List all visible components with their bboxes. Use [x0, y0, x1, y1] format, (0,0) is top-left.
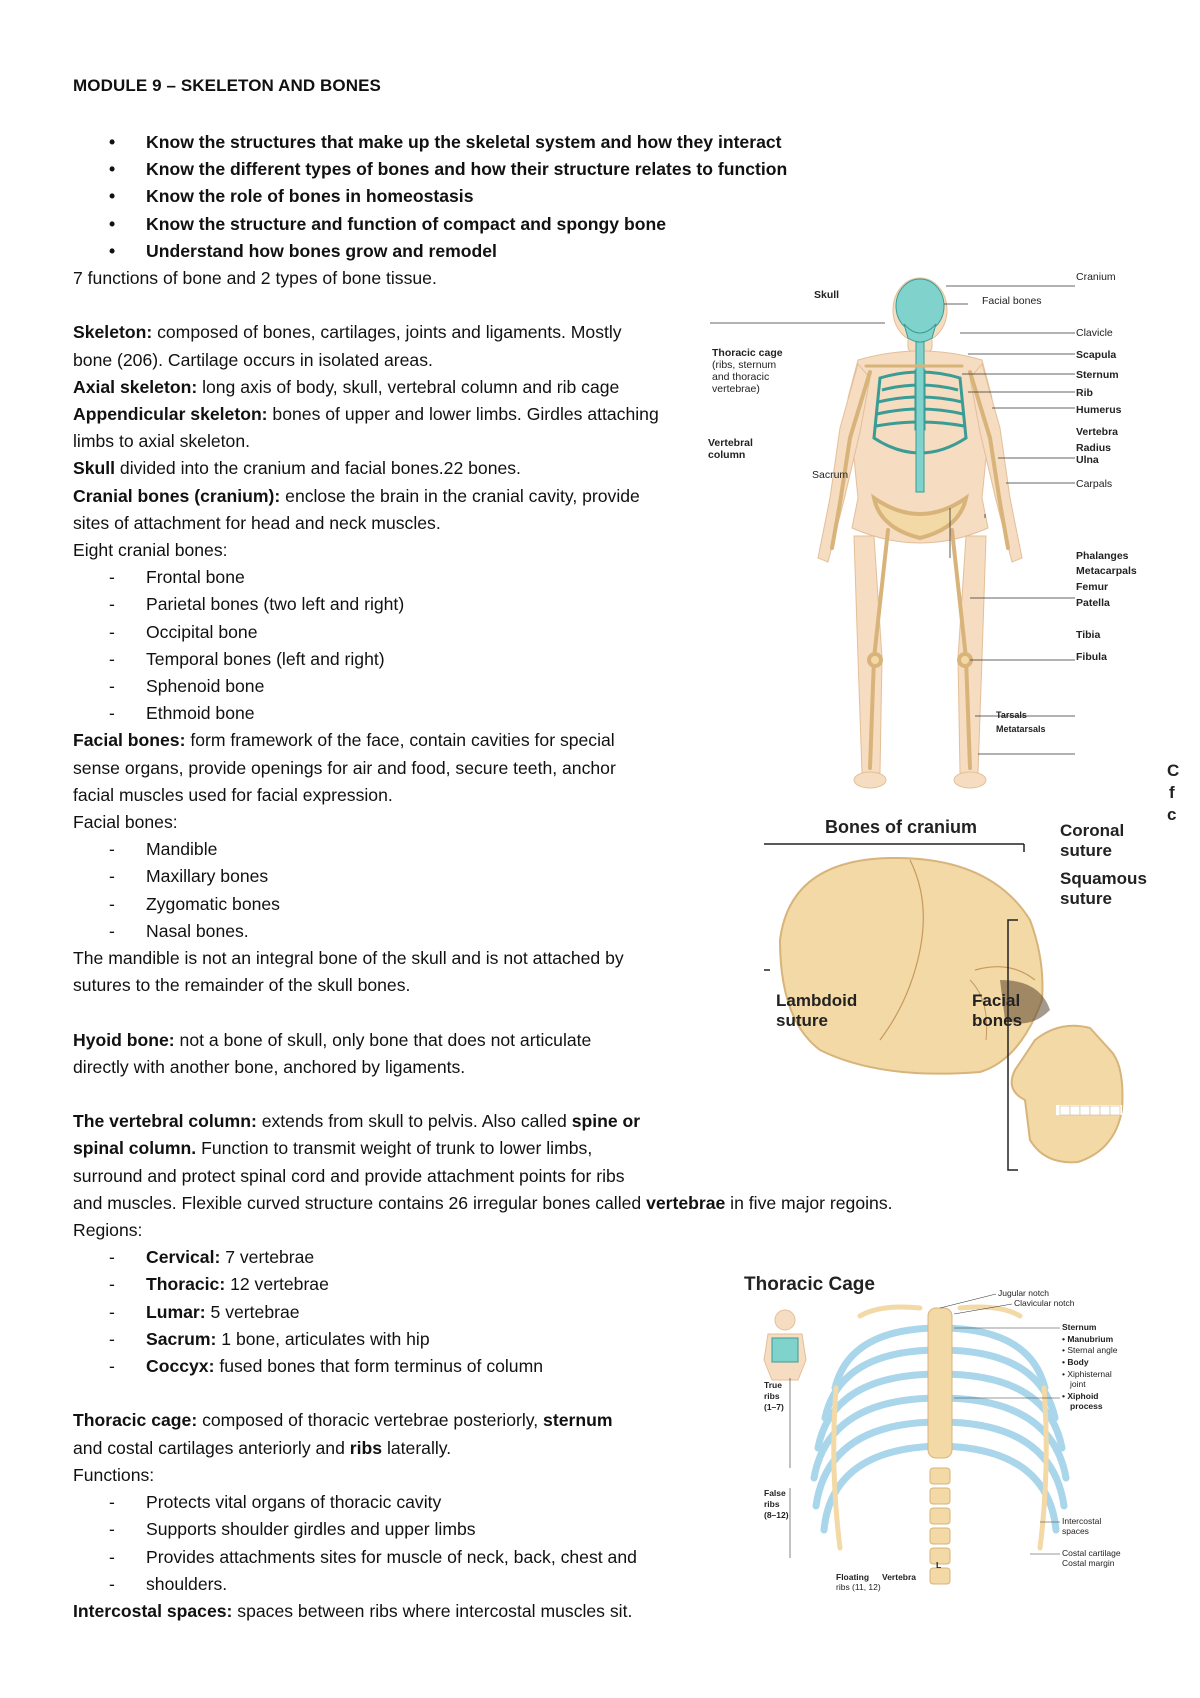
label-scapula: Scapula — [1076, 349, 1117, 361]
list-item: - Sacrum: 1 bone, articulates with hip — [73, 1326, 773, 1353]
label-vertebra: Vertebra — [882, 1572, 917, 1582]
label-lambdoid: Lambdoid — [776, 991, 858, 1010]
term: Skeleton: — [73, 322, 153, 343]
label-vertebral-column: column — [708, 449, 746, 461]
thoracic-definition: Thoracic cage: composed of thoracic vertebrae posteriorly, sternum — [73, 1410, 613, 1431]
page-title: MODULE 9 – SKELETON AND BONES — [73, 76, 381, 95]
facial-definition-cont: facial muscles used for facial expression. — [73, 784, 393, 805]
intercostal-definition: Intercostal spaces: spaces between ribs where intercostal muscles sit. — [73, 1600, 633, 1621]
facial-bones-drawing — [1012, 1026, 1123, 1163]
facial-heading: Facial bones: — [73, 812, 178, 833]
label-radius: Radius — [1076, 442, 1112, 454]
thoracic-title: Thoracic Cage — [744, 1274, 875, 1295]
label-sternal-angle: • Sternal angle — [1062, 1345, 1118, 1355]
term: Hyoid bone: — [73, 1029, 175, 1050]
label-false-ribs: (8–12) — [764, 1510, 789, 1520]
label-patella: Patella — [1076, 597, 1110, 609]
list-item: - Cervical: 7 vertebrae — [73, 1244, 773, 1271]
label-floating-ribs: Floating — [836, 1572, 870, 1582]
label-l1: L — [936, 1560, 942, 1570]
list-item: - Ethmoid bone — [73, 700, 773, 727]
label-vertebral-column: Vertebral — [708, 437, 753, 449]
term: Axial skeleton: — [73, 376, 198, 397]
list-item-cont: - shoulders. — [73, 1571, 773, 1598]
label-facial: bones — [972, 1011, 1023, 1030]
label-true-ribs: (1–7) — [764, 1402, 784, 1412]
label-thoracic-cage: Thoracic cage — [712, 347, 783, 359]
mandible-note-cont: sutures to the remainder of the skull bones. — [73, 975, 411, 996]
facial-definition-cont: sense organs, provide openings for air and food, secure teeth, anchor — [73, 757, 616, 778]
list-item: - Occipital bone — [73, 619, 773, 646]
label-process: process — [1070, 1401, 1103, 1411]
thoracic-leader-lines — [790, 1294, 1060, 1558]
label-humerus: Humerus — [1076, 404, 1122, 416]
label-squamous: suture — [1060, 889, 1112, 908]
label-tarsals: Tarsals — [996, 710, 1027, 720]
list-item: - Provides attachments sites for muscle of neck, back, chest and — [73, 1544, 773, 1571]
objective-item: • Know the structure and function of compact and spongy bone — [73, 211, 773, 238]
functions-heading: Functions: — [73, 1464, 155, 1485]
thoracic-cage-figure — [740, 1268, 1140, 1598]
term: Cranial bones (cranium): — [73, 485, 281, 506]
list-item: - Protects vital organs of thoracic cavity — [73, 1489, 773, 1516]
label-floating-ribs: ribs (11, 12) — [836, 1582, 881, 1592]
skeleton-definition-cont: bone (206). Cartilage occurs in isolated areas. — [73, 349, 433, 370]
label-cranium: Cranium — [1076, 271, 1116, 283]
thoracic-definition-cont: and costal cartilages anteriorly and ribs laterally. — [73, 1437, 452, 1458]
facial-definition: Facial bones: form framework of the face, contain cavities for special — [73, 730, 615, 751]
label-fibula: Fibula — [1076, 651, 1107, 663]
label-ulna: Ulna — [1076, 454, 1099, 466]
vertebral-definition-cont: surround and protect spinal cord and provide attachment points for ribs — [73, 1165, 625, 1186]
label-xiphisternal: • Xiphisternal — [1062, 1369, 1112, 1379]
label-costal-margin: Costal margin — [1062, 1558, 1115, 1568]
cranial-definition: Cranial bones (cranium): enclose the brain in the cranial cavity, provide — [73, 485, 640, 506]
edge-letter: c — [1167, 805, 1177, 824]
label-facial: Facial — [972, 991, 1021, 1010]
edge-letter: C — [1167, 761, 1180, 780]
hyoid-definition: Hyoid bone: not a bone of skull, only bone that does not articulate — [73, 1029, 592, 1050]
label-true-ribs: ribs — [764, 1391, 780, 1401]
vertebral-definition: The vertebral column: extends from skull to pelvis. Also called spine or — [73, 1111, 641, 1132]
skull-definition: Skull divided into the cranium and facial bones.22 bones. — [73, 458, 521, 479]
appendicular-definition: Appendicular skeleton: bones of upper and lower limbs. Girdles attaching — [73, 404, 659, 425]
list-item: - Parietal bones (two left and right) — [73, 591, 773, 618]
regions-heading: Regions: — [73, 1220, 143, 1241]
list-item: - Sphenoid bone — [73, 673, 773, 700]
label-clavicular-notch: Clavicular notch — [1014, 1298, 1075, 1308]
term: Facial bones: — [73, 730, 186, 751]
label-false-ribs: False — [764, 1488, 786, 1498]
label-false-ribs: ribs — [764, 1499, 780, 1509]
list-item: - Lumar: 5 vertebrae — [73, 1299, 773, 1326]
label-thoracic-detail: and thoracic — [712, 371, 770, 383]
list-item: - Mandible — [73, 836, 773, 863]
cranium-figure — [760, 761, 1200, 1180]
label-joint: joint — [1070, 1379, 1086, 1389]
label-skull: Skull — [814, 289, 840, 301]
label-sternum: Sternum — [1062, 1322, 1097, 1332]
list-item: - Temporal bones (left and right) — [73, 646, 773, 673]
axial-definition: Axial skeleton: long axis of body, skull, vertebral column and rib cage — [73, 376, 620, 397]
label-true-ribs: True — [764, 1380, 782, 1390]
label-sternum: Sternum — [1076, 369, 1119, 381]
skeleton-definition: Skeleton: composed of bones, cartilages, joints and ligaments. Mostly — [73, 322, 622, 343]
hyoid-definition-cont: directly with another bone, anchored by ligaments. — [73, 1056, 466, 1077]
list-item: - Coccyx: fused bones that form terminus of column — [73, 1353, 773, 1380]
label-thoracic-detail: vertebrae) — [712, 383, 760, 395]
label-manubrium: • Manubrium — [1062, 1334, 1114, 1344]
mini-figure — [764, 1310, 806, 1380]
list-item: - Supports shoulder girdles and upper limbs — [73, 1516, 773, 1543]
label-sacrum: Sacrum — [812, 469, 849, 481]
label-metacarpals: Metacarpals — [1076, 565, 1137, 577]
edge-letter: f — [1169, 783, 1175, 802]
sternum-drawing — [928, 1308, 952, 1458]
list-item: - Nasal bones. — [73, 918, 773, 945]
cranium-drawing — [780, 858, 1043, 1074]
term: Appendicular skeleton: — [73, 404, 268, 425]
label-squamous: Squamous — [1060, 869, 1147, 888]
label-xiphoid: • Xiphoid — [1062, 1391, 1099, 1401]
list-item: - Thoracic: 12 vertebrae — [73, 1271, 773, 1298]
list-item: - Zygomatic bones — [73, 891, 773, 918]
thoracic-left-labels — [764, 1380, 941, 1592]
intro-line: 7 functions of bone and 2 types of bone tissue. — [73, 268, 437, 289]
skeleton-figure — [708, 268, 1170, 813]
label-body: • Body — [1062, 1357, 1089, 1367]
list-item: - Maxillary bones — [73, 863, 773, 890]
term: Intercostal spaces: — [73, 1600, 233, 1621]
term: The vertebral column: — [73, 1111, 257, 1132]
objective-item: • Know the structures that make up the skeletal system and how they interact — [73, 129, 773, 156]
label-rib: Rib — [1076, 387, 1093, 399]
label-coronal: suture — [1060, 841, 1112, 860]
vertebral-definition-cont: and muscles. Flexible curved structure contains 26 irregular bones called vertebrae in five major regoins. — [73, 1192, 893, 1213]
label-metatarsals: Metatarsals — [996, 724, 1046, 734]
label-carpals: Carpals — [1076, 478, 1113, 490]
label-tibia: Tibia — [1076, 629, 1101, 641]
label-femur: Femur — [1076, 581, 1109, 593]
label-thoracic-detail: (ribs, sternum — [712, 359, 777, 371]
mandible-note: The mandible is not an integral bone of the skull and is not attached by — [73, 948, 624, 969]
label-lambdoid: suture — [776, 1011, 828, 1030]
label-vertebra: Vertebra — [1076, 426, 1119, 438]
vertebral-definition-cont: spinal column. Function to transmit weight of trunk to lower limbs, — [73, 1138, 593, 1159]
term: Thoracic cage: — [73, 1410, 198, 1431]
label-costal-cartilage: Costal cartilage — [1062, 1548, 1121, 1558]
cranial-definition-cont: sites of attachment for head and neck muscles. — [73, 512, 441, 533]
label-spaces: spaces — [1062, 1526, 1089, 1536]
list-item: - Frontal bone — [73, 564, 773, 591]
label-facial-bones: Facial bones — [982, 295, 1042, 307]
cranial-heading: Eight cranial bones: — [73, 540, 228, 561]
label-jugular-notch: Jugular notch — [998, 1288, 1050, 1298]
label-phalanges: Phalanges — [1076, 550, 1129, 562]
term: Skull — [73, 458, 116, 479]
objective-item: • Know the role of bones in homeostasis — [73, 183, 773, 210]
label-coronal: Coronal — [1060, 821, 1125, 840]
label-intercostal: Intercostal — [1062, 1516, 1102, 1526]
objective-item: • Know the different types of bones and how their structure relates to function — [73, 156, 773, 183]
appendicular-definition-cont: limbs to axial skeleton. — [73, 431, 250, 452]
label-clavicle: Clavicle — [1076, 327, 1113, 339]
objective-item: • Understand how bones grow and remodel — [73, 238, 773, 265]
cranium-title: Bones of cranium — [825, 817, 978, 837]
